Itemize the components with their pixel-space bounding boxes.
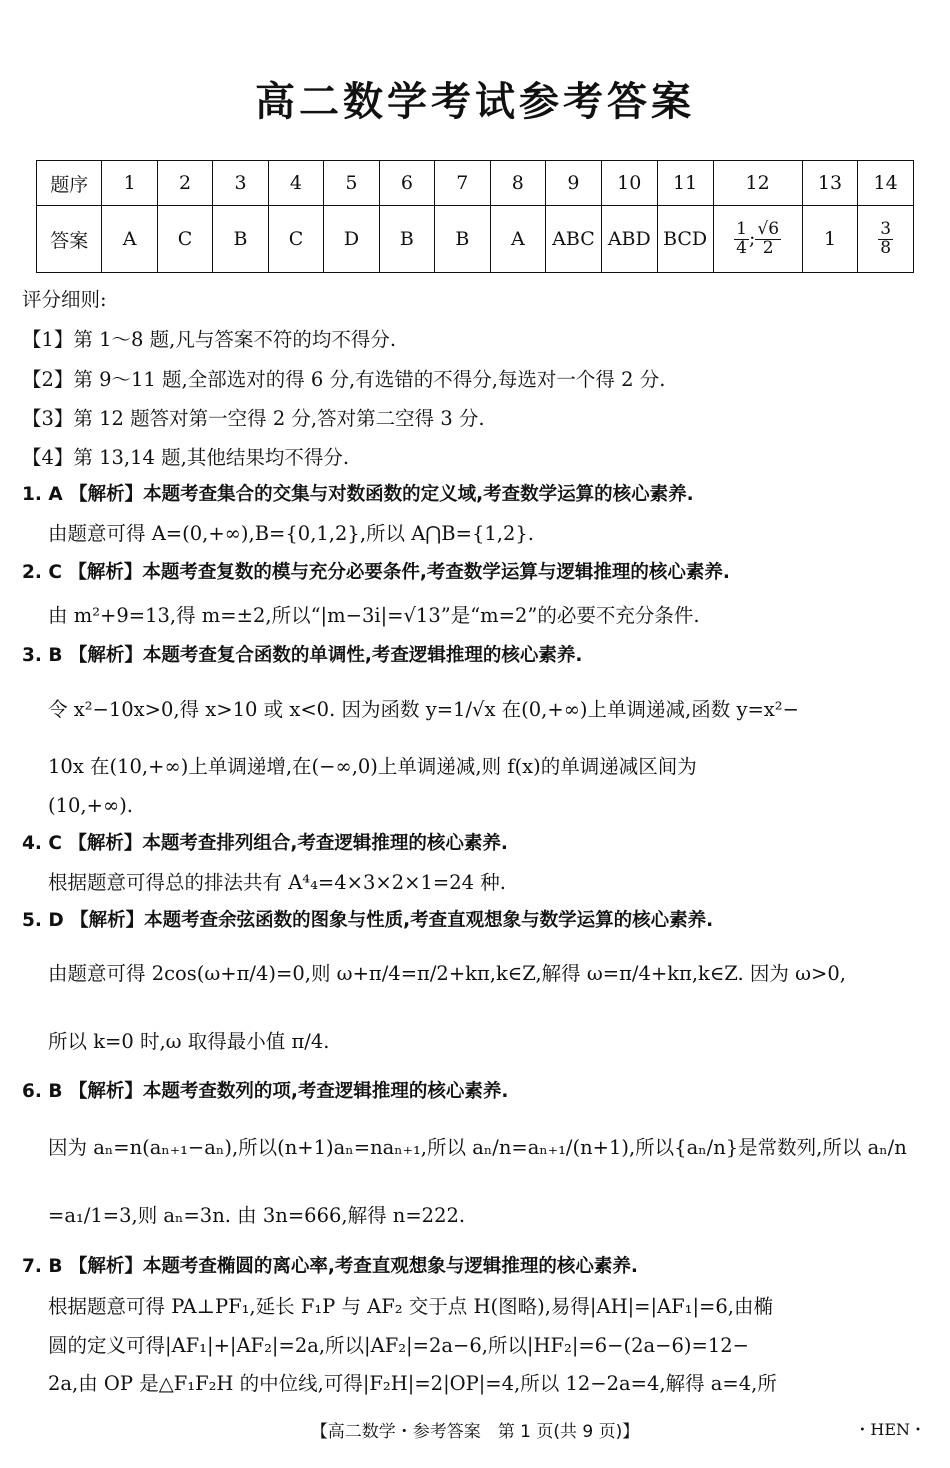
- table-cell: 8: [490, 161, 545, 206]
- table-cell: 13: [802, 161, 858, 206]
- page-footer: 【高二数学・参考答案 第 1 页(共 9 页)】: [310, 1422, 640, 1442]
- solution-text: 根据题意可得 PA⊥PF₁,延长 F₁P 与 AF₂ 交于点 H(图略),易得|AH|=|AF₁|=6,由椭: [48, 1295, 774, 1318]
- table-cell: 5: [324, 161, 379, 206]
- table-cell: 9: [546, 161, 602, 206]
- row-label-answer: 答案: [37, 206, 102, 273]
- scoring-rule: 【1】第 1～8 题,凡与答案不符的均不得分.: [22, 328, 397, 351]
- solution-text: 令 x²−10x>0,得 x>10 或 x<0. 因为函数 y=1/√x 在(0,+∞)上单调递减,函数 y=x²−: [48, 698, 799, 721]
- page-title: 高二数学考试参考答案: [255, 79, 695, 125]
- table-cell: 2: [157, 161, 212, 206]
- solution-heading: 1. A 【解析】本题考查集合的交集与对数函数的定义域,考查数学运算的核心素养.: [22, 484, 694, 505]
- table-cell-14: [858, 206, 914, 273]
- solution-heading: 6. B 【解析】本题考查数列的项,考查逻辑推理的核心素养.: [22, 1081, 509, 1102]
- solution-text: 10x 在(10,+∞)上单调递增,在(−∞,0)上单调递减,则 f(x)的单调递减区间为: [48, 755, 697, 778]
- solution-heading: 3. B 【解析】本题考查复合函数的单调性,考查逻辑推理的核心素养.: [22, 645, 583, 666]
- table-cell: B: [379, 206, 434, 273]
- fraction: $\frac{3}{8}$: [880, 218, 892, 258]
- scoring-heading: 评分细则:: [22, 288, 107, 311]
- scoring-rule: 【4】第 13,14 题,其他结果均不得分.: [22, 446, 350, 469]
- table-cell: A: [490, 206, 545, 273]
- table-cell: C: [268, 206, 323, 273]
- table-cell: B: [435, 206, 490, 273]
- table-cell: 12: [713, 161, 802, 206]
- footer-code: ・HEN・: [854, 1420, 926, 1439]
- table-cell: 14: [858, 161, 914, 206]
- table-cell: ABC: [546, 206, 602, 273]
- table-cell: D: [324, 206, 379, 273]
- solution-text: 由题意可得 A=(0,+∞),B={0,1,2},所以 A⋂B={1,2}.: [48, 522, 534, 545]
- table-cell: 6: [379, 161, 434, 206]
- fraction: $\frac{√6}{2}$: [757, 218, 780, 258]
- solution-text: 2a,由 OP 是△F₁F₂H 的中位线,可得|F₂H|=2|OP|=4,所以 12−2a=4,解得 a=4,所: [48, 1372, 777, 1395]
- table-cell: 3: [213, 161, 268, 206]
- table-cell: 1: [102, 161, 157, 206]
- solution-text: =a₁/1=3,则 aₙ=3n. 由 3n=666,解得 n=222.: [48, 1204, 466, 1227]
- solution-text: 根据题意可得总的排法共有 A⁴₄=4×3×2×1=24 种.: [48, 871, 506, 894]
- solution-heading: 4. C 【解析】本题考查排列组合,考查逻辑推理的核心素养.: [22, 833, 508, 854]
- table-cell: 1: [802, 206, 858, 273]
- solution-text: (10,+∞).: [48, 794, 134, 817]
- table-cell: A: [102, 206, 157, 273]
- table-cell: B: [213, 206, 268, 273]
- table-cell-12: $\frac{1}{4}$ ; $\frac{√6}{2}$: [713, 206, 802, 273]
- table-cell: BCD: [657, 206, 713, 273]
- table-cell: 10: [601, 161, 657, 206]
- solution-heading: 7. B 【解析】本题考查椭圆的离心率,考查直观想象与逻辑推理的核心素养.: [22, 1256, 638, 1277]
- table-cell: 4: [268, 161, 323, 206]
- table-cell: 11: [657, 161, 713, 206]
- solution-text: 因为 aₙ=n(aₙ₊₁−aₙ),所以(n+1)aₙ=naₙ₊₁,所以 aₙ/n=aₙ₊₁/(n+1),所以{aₙ/n}是常数列,所以 aₙ/n: [48, 1136, 907, 1159]
- solution-text: 由 m²+9=13,得 m=±2,所以“|m−3i|=√13”是“m=2”的必要不充分条件.: [48, 604, 700, 627]
- solution-heading: 5. D 【解析】本题考查余弦函数的图象与性质,考查直观想象与数学运算的核心素养.: [22, 910, 714, 931]
- answer-table: [36, 160, 914, 273]
- table-cell: C: [157, 206, 212, 273]
- row-label-number: 题序: [37, 161, 102, 206]
- scoring-rule: 【3】第 12 题答对第一空得 2 分,答对第二空得 3 分.: [22, 407, 485, 430]
- solution-heading: 2. C 【解析】本题考查复数的模与充分必要条件,考查数学运算与逻辑推理的核心素养.: [22, 562, 730, 583]
- solution-text: 所以 k=0 时,ω 取得最小值 π/4.: [48, 1030, 330, 1053]
- table-row-numbers: [37, 161, 914, 206]
- solution-text: 圆的定义可得|AF₁|+|AF₂|=2a,所以|AF₂|=2a−6,所以|HF₂|=6−(2a−6)=12−: [48, 1334, 749, 1357]
- table-row-answers: [37, 206, 914, 273]
- fraction: $\frac{1}{4}$: [736, 218, 747, 258]
- table-cell: ABD: [601, 206, 657, 273]
- scoring-rule: 【2】第 9～11 题,全部选对的得 6 分,有选错的不得分,每选对一个得 2 分.: [22, 368, 666, 391]
- table-cell: 7: [435, 161, 490, 206]
- solution-text: 由题意可得 2cos(ω+π/4)=0,则 ω+π/4=π/2+kπ,k∈Z,解得 ω=π/4+kπ,k∈Z. 因为 ω>0,: [48, 962, 846, 985]
